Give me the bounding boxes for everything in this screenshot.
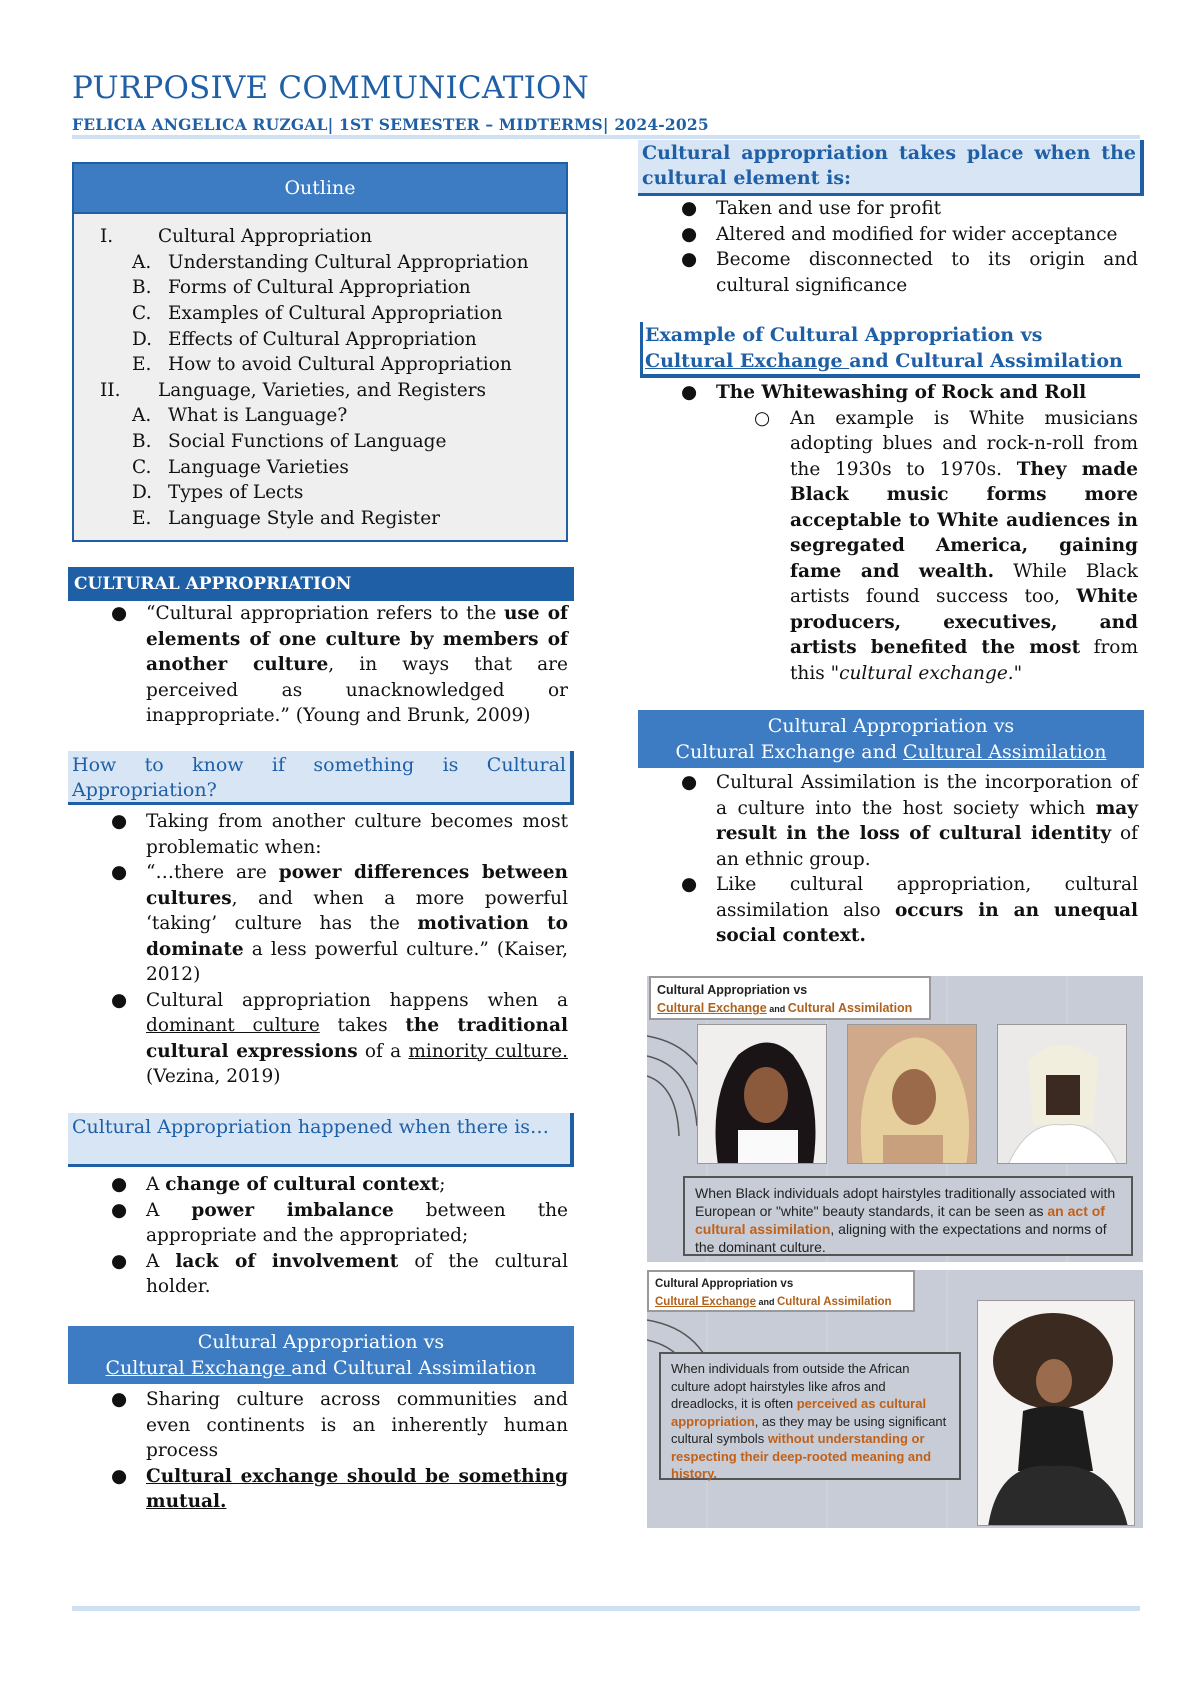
assimilation-list — [642, 770, 1138, 949]
panel-label: Cultural Appropriation vs Cultural Exchange and Cultural Assimilation — [647, 1270, 915, 1312]
panel-caption: When individuals from outside the African culture adopt hairstyles like afros and dreadlocks, it is often perceived as cultural appropriation, as they may be using significant cultural symbols without understanding or respecting their deep-rooted meaning and history. — [659, 1352, 961, 1480]
list-item: ● Cultural appropriation happens when a dominant culture takes the traditional cultural expressions of a minority culture. (Vezina, 2019) — [111, 989, 568, 1087]
list-item: ● Altered and modified for wider acceptance — [681, 223, 1118, 245]
list-item: ● Become disconnected to its origin and cultural significance — [681, 249, 1138, 296]
outline-item: Understanding Cultural Appropriation — [168, 252, 529, 273]
list-item: ● Cultural Assimilation is the incorporation of a culture into the host society which may result in the loss of cultural identity of an ethnic group. — [681, 772, 1138, 870]
outline-item-marker: B. — [132, 277, 152, 298]
list-item: ● Taking from another culture becomes most problematic when: — [111, 811, 568, 858]
list-item: ● Sharing culture across communities and even continents is an inherently human process — [111, 1389, 568, 1461]
happened-when-list — [72, 1172, 568, 1300]
list-item: ● A power imbalance between the appropriate and the appropriated; — [111, 1199, 568, 1246]
list-item: ● Taken and use for profit — [681, 198, 942, 219]
outline-item-marker: C. — [132, 457, 152, 478]
photo-woman-blonde-hair — [847, 1024, 977, 1164]
outline-item-marker: E. — [132, 508, 152, 529]
section-heading-happened-when: Cultural Appropriation happened when there is… — [68, 1113, 574, 1167]
section-heading-cultural-appropriation: CULTURAL APPROPRIATION — [68, 567, 574, 601]
section-heading-vs-exchange: Cultural Appropriation vs Cultural Exchange and Cultural Assimilation — [68, 1326, 574, 1384]
list-item: ● Cultural exchange should be something mutual. — [111, 1465, 568, 1512]
example-list — [642, 380, 1138, 686]
outline-item-marker: B. — [132, 431, 152, 452]
outline-item: What is Language? — [168, 405, 348, 426]
outline-item: Cultural Appropriation — [158, 226, 373, 247]
vs-exchange-list — [72, 1387, 568, 1515]
photo-woman-afro-hairstyle — [977, 1300, 1135, 1526]
section-heading-takes-place: Cultural appropriation takes place when the cultural element is: — [638, 140, 1144, 196]
outline-item: Effects of Cultural Appropriation — [168, 329, 477, 350]
takes-place-list — [642, 196, 1138, 298]
assimilation-image-panel — [647, 976, 1143, 1262]
panel-label: Cultural Appropriation vs Cultural Exchange and Cultural Assimilation — [649, 976, 931, 1020]
outline-item-marker: I. — [100, 226, 114, 247]
outline-item: How to avoid Cultural Appropriation — [168, 354, 512, 375]
list-item: ○ An example is White musicians adopting blues and rock-n-roll from the 1930s to 1970s. They made Black music forms more acceptable to White audiences in segregated America, gaining fame and wealth. While Black artists found success too, White producers, executives, and artists benefited the most from this "cultural exchange." — [754, 407, 1138, 684]
outline-item-marker: D. — [132, 329, 153, 350]
list-item: ● “…there are power differences between cultures, and when a more powerful ‘taking’ culture has the motivation to dominate a less powerful culture.” (Kaiser, 2012) — [111, 862, 568, 985]
footer-divider — [72, 1606, 1140, 1611]
photo-woman-long-dark-hair — [697, 1024, 827, 1164]
list-item: ● A lack of involvement of the cultural holder. — [111, 1250, 568, 1297]
section-heading-assimilation: Cultural Appropriation vs Cultural Exchange and Cultural Assimilation — [638, 710, 1144, 768]
outline-item-marker: D. — [132, 482, 153, 503]
outline-item-marker: E. — [132, 354, 152, 375]
page-subtitle: FELICIA ANGELICA RUZGAL| 1ST SEMESTER – MIDTERMS| 2024-2025 — [72, 115, 709, 134]
outline-item: Language, Varieties, and Registers — [158, 380, 487, 401]
outline-item-marker: A. — [132, 405, 152, 426]
outline-item: Forms of Cultural Appropriation — [168, 277, 471, 298]
header-divider — [72, 135, 1140, 139]
outline-heading: Outline — [74, 164, 566, 214]
outline-item-marker: II. — [100, 380, 121, 401]
outline-item-marker: C. — [132, 303, 152, 324]
list-item: ● “Cultural appropriation refers to the use of elements of one culture by members of another culture, in ways that are perceived as unacknowledged or inappropriate.” (Young and Brunk, 2009) — [111, 603, 568, 726]
list-item: ● The Whitewashing of Rock and Roll — [681, 382, 1087, 403]
cultural-appropriation-definition — [72, 601, 568, 729]
photo-person-platinum-bob — [997, 1024, 1127, 1164]
outline-item: Types of Lects — [168, 482, 304, 503]
outline-item: Language Style and Register — [168, 508, 441, 529]
outline-item: Language Varieties — [168, 457, 349, 478]
appropriation-image-panel — [647, 1270, 1143, 1528]
list-item: ● A change of cultural context; — [111, 1174, 446, 1195]
outline-item: Social Functions of Language — [168, 431, 447, 452]
section-heading-example: Example of Cultural Appropriation vs Cultural Exchange and Cultural Assimilation — [640, 322, 1140, 378]
outline-item-marker: A. — [132, 252, 152, 273]
list-item: ● Like cultural appropriation, cultural assimilation also occurs in an unequal social context. — [681, 874, 1138, 946]
outline-item: Examples of Cultural Appropriation — [168, 303, 503, 324]
how-to-know-list — [72, 809, 568, 1090]
section-heading-how-to-know: How to know if something is Cultural Appropriation? — [68, 751, 574, 805]
panel-caption: When Black individuals adopt hairstyles traditionally associated with European or "white" beauty standards, it can be seen as an act of cultural assimilation, aligning with the expectations and norms of the dominant culture. — [683, 1176, 1133, 1256]
page-title: PURPOSIVE COMMUNICATION — [72, 70, 589, 106]
